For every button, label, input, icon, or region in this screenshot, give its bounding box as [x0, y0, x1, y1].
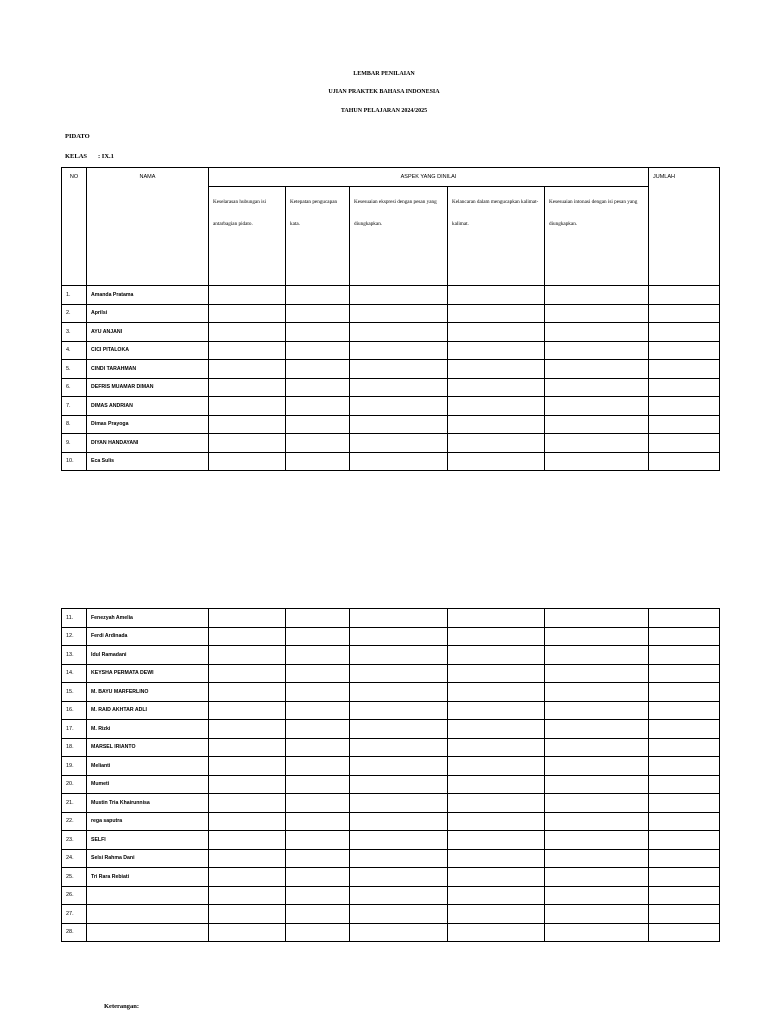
- score-cell[interactable]: [209, 378, 286, 397]
- total-cell[interactable]: [649, 664, 720, 683]
- table-row: [62, 627, 720, 646]
- score-cell[interactable]: [448, 378, 545, 397]
- table-row: [62, 794, 720, 813]
- student-name: M. BAYU MARFERLINO: [87, 683, 209, 702]
- table-row: [62, 720, 720, 739]
- score-cell[interactable]: [350, 304, 448, 323]
- student-name: Melianti: [87, 757, 209, 776]
- score-cell[interactable]: [286, 868, 350, 887]
- student-name: Selsi Rahma Dani: [87, 849, 209, 868]
- row-number: 22.: [62, 812, 87, 831]
- student-name: CINDI TARAHMAN: [87, 360, 209, 379]
- row-number: 11.: [62, 609, 87, 628]
- total-cell[interactable]: [649, 323, 720, 342]
- col-no-header: NO: [62, 168, 87, 286]
- document-title: LEMBAR PENILAIAN: [353, 71, 415, 77]
- score-cell[interactable]: [545, 323, 649, 342]
- aspect-2: Ketepatan pengucapan kata.: [286, 187, 350, 286]
- score-cell[interactable]: [448, 397, 545, 416]
- total-cell[interactable]: [649, 775, 720, 794]
- row-number: 12.: [62, 627, 87, 646]
- score-cell[interactable]: [286, 397, 350, 416]
- table-row: [62, 886, 720, 905]
- student-name: CICI PITALOKA: [87, 341, 209, 360]
- score-cell[interactable]: [209, 701, 286, 720]
- score-cell[interactable]: [545, 738, 649, 757]
- class-value: : IX.1: [98, 153, 114, 160]
- score-cell[interactable]: [209, 646, 286, 665]
- table-row: [62, 664, 720, 683]
- student-name: M. RAID AKHTAR ADLI: [87, 701, 209, 720]
- score-cell[interactable]: [350, 360, 448, 379]
- row-number: 16.: [62, 701, 87, 720]
- student-name: rega saputra: [87, 812, 209, 831]
- total-cell[interactable]: [649, 378, 720, 397]
- total-cell[interactable]: [649, 434, 720, 453]
- score-cell[interactable]: [286, 646, 350, 665]
- score-cell[interactable]: [448, 646, 545, 665]
- score-cell[interactable]: [286, 886, 350, 905]
- aspect-3: Kesesuaian ekspresi dengan pesan yang diungkapkan.: [350, 187, 448, 286]
- total-cell[interactable]: [649, 849, 720, 868]
- student-name: Idul Ramadani: [87, 646, 209, 665]
- table-row: [62, 609, 720, 628]
- student-name: [87, 886, 209, 905]
- student-name: Mumeti: [87, 775, 209, 794]
- score-cell[interactable]: [448, 775, 545, 794]
- table-row: [62, 304, 720, 323]
- total-cell[interactable]: [649, 868, 720, 887]
- table-row: [62, 738, 720, 757]
- score-cell[interactable]: [209, 868, 286, 887]
- score-cell[interactable]: [545, 360, 649, 379]
- score-cell[interactable]: [545, 757, 649, 776]
- score-cell[interactable]: [286, 683, 350, 702]
- table-row: [62, 323, 720, 342]
- row-number: 10.: [62, 452, 87, 471]
- score-cell[interactable]: [545, 794, 649, 813]
- row-number: 8.: [62, 415, 87, 434]
- table-row: [62, 757, 720, 776]
- student-name: KEYSHA PERMATA DEWI: [87, 664, 209, 683]
- score-cell[interactable]: [545, 775, 649, 794]
- row-number: 9.: [62, 434, 87, 453]
- score-cell[interactable]: [209, 849, 286, 868]
- score-cell[interactable]: [209, 812, 286, 831]
- aspect-4: Kelancaran dalam mengucapkan kalimat-kalimat.: [448, 187, 545, 286]
- row-number: 27.: [62, 905, 87, 924]
- col-nama-header: NAMA: [87, 168, 209, 286]
- total-cell[interactable]: [649, 304, 720, 323]
- score-cell[interactable]: [209, 434, 286, 453]
- table-row: [62, 868, 720, 887]
- score-cell[interactable]: [209, 286, 286, 305]
- score-cell[interactable]: [209, 415, 286, 434]
- score-cell[interactable]: [448, 627, 545, 646]
- score-cell[interactable]: [209, 609, 286, 628]
- row-number: 23.: [62, 831, 87, 850]
- score-cell[interactable]: [545, 868, 649, 887]
- score-cell[interactable]: [448, 849, 545, 868]
- score-cell[interactable]: [286, 304, 350, 323]
- row-number: 25.: [62, 868, 87, 887]
- row-number: 4.: [62, 341, 87, 360]
- table-row: [62, 646, 720, 665]
- total-cell[interactable]: [649, 720, 720, 739]
- score-cell[interactable]: [286, 664, 350, 683]
- total-cell[interactable]: [649, 286, 720, 305]
- total-cell[interactable]: [649, 341, 720, 360]
- student-name: Ferdi Ardinada: [87, 627, 209, 646]
- student-name: Tri Rara Rebiati: [87, 868, 209, 887]
- score-cell[interactable]: [286, 831, 350, 850]
- score-cell[interactable]: [350, 868, 448, 887]
- student-name: DEFRIS MUAMAR DIMAN: [87, 378, 209, 397]
- score-cell[interactable]: [545, 434, 649, 453]
- score-cell[interactable]: [545, 664, 649, 683]
- row-number: 19.: [62, 757, 87, 776]
- col-jumlah-header: JUMLAH: [649, 168, 720, 286]
- score-cell[interactable]: [209, 683, 286, 702]
- score-cell[interactable]: [448, 812, 545, 831]
- score-cell[interactable]: [209, 304, 286, 323]
- score-cell[interactable]: [350, 812, 448, 831]
- score-cell[interactable]: [286, 849, 350, 868]
- score-cell[interactable]: [350, 923, 448, 942]
- table-row: [62, 397, 720, 416]
- score-cell[interactable]: [448, 304, 545, 323]
- score-cell[interactable]: [286, 812, 350, 831]
- col-aspek-header: ASPEK YANG DINILAI: [209, 168, 649, 187]
- student-name: M. Rizki: [87, 720, 209, 739]
- score-cell[interactable]: [448, 341, 545, 360]
- score-cell[interactable]: [286, 286, 350, 305]
- table-row: [62, 341, 720, 360]
- score-cell[interactable]: [448, 868, 545, 887]
- score-cell[interactable]: [545, 415, 649, 434]
- score-cell[interactable]: [545, 831, 649, 850]
- score-cell[interactable]: [350, 341, 448, 360]
- score-cell[interactable]: [209, 794, 286, 813]
- score-cell[interactable]: [209, 627, 286, 646]
- total-cell[interactable]: [649, 738, 720, 757]
- student-name: Aprilsi: [87, 304, 209, 323]
- score-cell[interactable]: [545, 701, 649, 720]
- score-cell[interactable]: [286, 775, 350, 794]
- score-cell[interactable]: [286, 323, 350, 342]
- score-cell[interactable]: [286, 609, 350, 628]
- row-number: 13.: [62, 646, 87, 665]
- score-cell[interactable]: [545, 886, 649, 905]
- row-number: 20.: [62, 775, 87, 794]
- score-cell[interactable]: [448, 360, 545, 379]
- total-cell[interactable]: [649, 905, 720, 924]
- score-cell[interactable]: [209, 452, 286, 471]
- total-cell[interactable]: [649, 757, 720, 776]
- score-cell[interactable]: [350, 323, 448, 342]
- score-cell[interactable]: [545, 378, 649, 397]
- score-cell[interactable]: [286, 905, 350, 924]
- student-name: DIYAN HANDAYANI: [87, 434, 209, 453]
- total-cell[interactable]: [649, 886, 720, 905]
- score-cell[interactable]: [350, 831, 448, 850]
- score-cell[interactable]: [448, 720, 545, 739]
- total-cell[interactable]: [649, 683, 720, 702]
- table-row: [62, 701, 720, 720]
- score-cell[interactable]: [350, 397, 448, 416]
- aspect-5: Kesesuaian intonasi dengan isi pesan yang diungkapkan.: [545, 187, 649, 286]
- score-cell[interactable]: [448, 286, 545, 305]
- score-cell[interactable]: [448, 886, 545, 905]
- score-cell[interactable]: [286, 701, 350, 720]
- student-name: Mustin Tria Khairunnisa: [87, 794, 209, 813]
- topic-label: PIDATO: [65, 133, 90, 140]
- score-cell[interactable]: [545, 905, 649, 924]
- table-row: [62, 683, 720, 702]
- total-cell[interactable]: [649, 794, 720, 813]
- total-cell[interactable]: [649, 701, 720, 720]
- score-cell[interactable]: [545, 452, 649, 471]
- score-cell[interactable]: [448, 831, 545, 850]
- score-cell[interactable]: [350, 886, 448, 905]
- score-cell[interactable]: [448, 701, 545, 720]
- student-name: SELFI: [87, 831, 209, 850]
- score-cell[interactable]: [350, 775, 448, 794]
- row-number: 2.: [62, 304, 87, 323]
- score-cell[interactable]: [286, 794, 350, 813]
- score-cell[interactable]: [350, 434, 448, 453]
- score-cell[interactable]: [209, 886, 286, 905]
- score-cell[interactable]: [209, 323, 286, 342]
- row-number: 5.: [62, 360, 87, 379]
- score-cell[interactable]: [350, 683, 448, 702]
- header-row: [62, 168, 720, 187]
- row-number: 28.: [62, 923, 87, 942]
- total-cell[interactable]: [649, 452, 720, 471]
- score-cell[interactable]: [286, 434, 350, 453]
- score-cell[interactable]: [350, 720, 448, 739]
- score-cell[interactable]: [350, 701, 448, 720]
- score-cell[interactable]: [350, 646, 448, 665]
- total-cell[interactable]: [649, 627, 720, 646]
- score-cell[interactable]: [209, 720, 286, 739]
- total-cell[interactable]: [649, 646, 720, 665]
- row-number: 1.: [62, 286, 87, 305]
- academic-year: TAHUN PELAJARAN 2024/2025: [340, 108, 428, 114]
- total-cell[interactable]: [649, 609, 720, 628]
- score-cell[interactable]: [448, 609, 545, 628]
- total-cell[interactable]: [649, 812, 720, 831]
- assessment-table-2: [61, 608, 720, 942]
- table-row: [62, 415, 720, 434]
- score-cell[interactable]: [209, 341, 286, 360]
- score-cell[interactable]: [350, 286, 448, 305]
- table-row: [62, 923, 720, 942]
- score-cell[interactable]: [350, 664, 448, 683]
- score-cell[interactable]: [350, 905, 448, 924]
- student-name: [87, 923, 209, 942]
- score-cell[interactable]: [350, 738, 448, 757]
- score-cell[interactable]: [448, 757, 545, 776]
- table-row: [62, 775, 720, 794]
- total-cell[interactable]: [649, 923, 720, 942]
- student-rows-1: [62, 286, 720, 471]
- score-cell[interactable]: [209, 397, 286, 416]
- row-number: 15.: [62, 683, 87, 702]
- score-cell[interactable]: [545, 849, 649, 868]
- score-cell[interactable]: [350, 378, 448, 397]
- student-name: Amanda Pratama: [87, 286, 209, 305]
- score-cell[interactable]: [545, 304, 649, 323]
- student-rows-2: [62, 609, 720, 942]
- row-number: 24.: [62, 849, 87, 868]
- score-cell[interactable]: [350, 415, 448, 434]
- table-row: [62, 849, 720, 868]
- score-cell[interactable]: [286, 341, 350, 360]
- table-row: [62, 360, 720, 379]
- score-cell[interactable]: [209, 775, 286, 794]
- total-cell[interactable]: [649, 831, 720, 850]
- score-cell[interactable]: [448, 683, 545, 702]
- student-name: Fenezyah Amelia: [87, 609, 209, 628]
- score-cell[interactable]: [209, 360, 286, 379]
- student-name: [87, 905, 209, 924]
- score-cell[interactable]: [448, 664, 545, 683]
- score-cell[interactable]: [209, 664, 286, 683]
- student-name: MARSEL IRIANTO: [87, 738, 209, 757]
- score-cell[interactable]: [286, 415, 350, 434]
- score-cell[interactable]: [209, 757, 286, 776]
- score-cell[interactable]: [286, 378, 350, 397]
- student-name: Dimas Prayoga: [87, 415, 209, 434]
- score-cell[interactable]: [545, 397, 649, 416]
- score-cell[interactable]: [545, 720, 649, 739]
- row-number: 3.: [62, 323, 87, 342]
- table-row: [62, 812, 720, 831]
- notes-label: Keterangan:: [104, 1003, 140, 1010]
- class-label: KELAS: [65, 153, 88, 160]
- row-number: 7.: [62, 397, 87, 416]
- row-number: 14.: [62, 664, 87, 683]
- row-number: 21.: [62, 794, 87, 813]
- score-cell[interactable]: [545, 627, 649, 646]
- row-number: 26.: [62, 886, 87, 905]
- student-name: DIMAS ANDRIAN: [87, 397, 209, 416]
- score-cell[interactable]: [448, 434, 545, 453]
- total-cell[interactable]: [649, 397, 720, 416]
- score-cell[interactable]: [448, 738, 545, 757]
- assessment-table-1: [61, 167, 720, 471]
- table-row: [62, 452, 720, 471]
- score-cell[interactable]: [286, 452, 350, 471]
- score-cell[interactable]: [545, 923, 649, 942]
- score-cell[interactable]: [350, 609, 448, 628]
- score-cell[interactable]: [448, 905, 545, 924]
- document-subtitle: UJIAN PRAKTEK BAHASA INDONESIA: [328, 89, 440, 95]
- score-cell[interactable]: [209, 738, 286, 757]
- score-cell[interactable]: [209, 905, 286, 924]
- score-cell[interactable]: [448, 923, 545, 942]
- score-cell[interactable]: [448, 794, 545, 813]
- score-cell[interactable]: [209, 831, 286, 850]
- score-cell[interactable]: [350, 452, 448, 471]
- score-cell[interactable]: [545, 341, 649, 360]
- table-row: [62, 286, 720, 305]
- score-cell[interactable]: [448, 452, 545, 471]
- row-number: 18.: [62, 738, 87, 757]
- total-cell[interactable]: [649, 415, 720, 434]
- table-row: [62, 905, 720, 924]
- aspect-1: Keselarasan hubungan isi antarbagian pidato.: [209, 187, 286, 286]
- row-number: 17.: [62, 720, 87, 739]
- score-cell[interactable]: [209, 923, 286, 942]
- score-cell[interactable]: [448, 323, 545, 342]
- score-cell[interactable]: [286, 360, 350, 379]
- score-cell[interactable]: [545, 683, 649, 702]
- student-name: AYU ANJANI: [87, 323, 209, 342]
- score-cell[interactable]: [448, 415, 545, 434]
- score-cell[interactable]: [286, 720, 350, 739]
- score-cell[interactable]: [545, 286, 649, 305]
- score-cell[interactable]: [350, 757, 448, 776]
- table-row: [62, 831, 720, 850]
- table-row: [62, 378, 720, 397]
- score-cell[interactable]: [350, 794, 448, 813]
- row-number: 6.: [62, 378, 87, 397]
- score-cell[interactable]: [350, 627, 448, 646]
- score-cell[interactable]: [545, 609, 649, 628]
- score-cell[interactable]: [286, 757, 350, 776]
- score-cell[interactable]: [545, 646, 649, 665]
- score-cell[interactable]: [350, 849, 448, 868]
- student-name: Eca Sulis: [87, 452, 209, 471]
- total-cell[interactable]: [649, 360, 720, 379]
- score-cell[interactable]: [286, 627, 350, 646]
- score-cell[interactable]: [545, 812, 649, 831]
- score-cell[interactable]: [286, 923, 350, 942]
- score-cell[interactable]: [286, 738, 350, 757]
- table-row: [62, 434, 720, 453]
